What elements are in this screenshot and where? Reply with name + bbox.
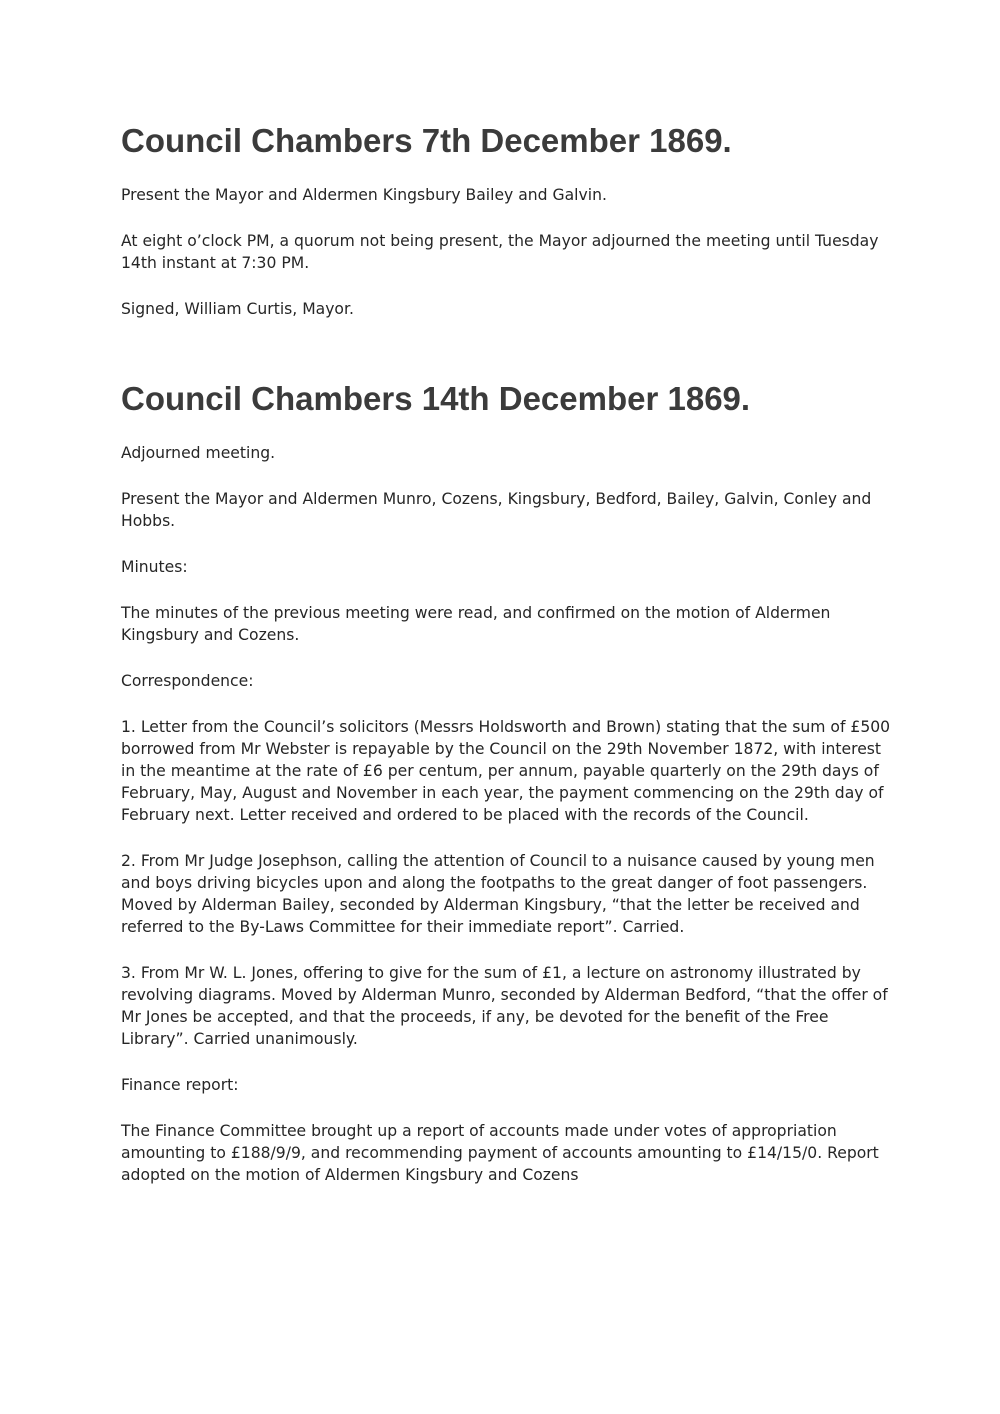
- minutes-paragraph: The minutes of the previous meeting were read, and confirmed on the motion of Aldermen Kingsbury and Cozens.: [121, 604, 831, 644]
- minutes-label: Minutes:: [121, 558, 188, 576]
- correspondence-label: Correspondence:: [121, 672, 254, 690]
- correspondence-item-3: 3. From Mr W. L. Jones, offering to give for the sum of £1, a lecture on astronomy illustrated by revolving diagrams. Moved by Alderman Munro, seconded by Alderman Bedford, “that the offer of Mr Jones be accepted, and that the proceeds, if any, be devoted for the benefit of the Free Library”. Carried unanimously.: [121, 964, 888, 1048]
- document-page: [121, 118, 891, 1210]
- meeting-heading: Council Chambers 7th December 1869.: [121, 122, 732, 159]
- attendance-paragraph: Present the Mayor and Aldermen Munro, Cozens, Kingsbury, Bedford, Bailey, Galvin, Conley and Hobbs.: [121, 490, 872, 530]
- attendance-paragraph: Present the Mayor and Aldermen Kingsbury Bailey and Galvin.: [121, 186, 607, 204]
- adjournment-paragraph: At eight o’clock PM, a quorum not being present, the Mayor adjourned the meeting until Tuesday 14th instant at 7:30 PM.: [121, 232, 879, 272]
- correspondence-item-2: 2. From Mr Judge Josephson, calling the attention of Council to a nuisance caused by young men and boys driving bicycles upon and along the footpaths to the great danger of foot passengers. Moved by Alderman Bailey, seconded by Alderman Kingsbury, “that the letter be received and referred to the By-Laws Committee for their immediate report”. Carried.: [121, 852, 875, 936]
- correspondence-item-1: 1. Letter from the Council’s solicitors (Messrs Holdsworth and Brown) stating that the sum of £500 borrowed from Mr Webster is repayable by the Council on the 29th November 1872, with interest in the meantime at the rate of £6 per centum, per annum, payable quarterly on the 29th days of February, May, August and November in each year, the payment commencing on the 29th day of February next. Letter received and ordered to be placed with the records of the Council.: [121, 718, 891, 824]
- finance-report-paragraph: The Finance Committee brought up a report of accounts made under votes of appropriation amounting to £188/9/9, and recommending payment of accounts amounting to £14/15/0. Report adopted on the motion of Aldermen Kingsbury and Cozens: [121, 1122, 879, 1184]
- meeting-type-paragraph: Adjourned meeting.: [121, 444, 276, 462]
- signature-paragraph: Signed, William Curtis, Mayor.: [121, 300, 354, 318]
- finance-report-label: Finance report:: [121, 1076, 239, 1094]
- meeting-section-1: [121, 118, 891, 320]
- meeting-heading: Council Chambers 14th December 1869.: [121, 380, 751, 417]
- meeting-section-2: [121, 376, 891, 1186]
